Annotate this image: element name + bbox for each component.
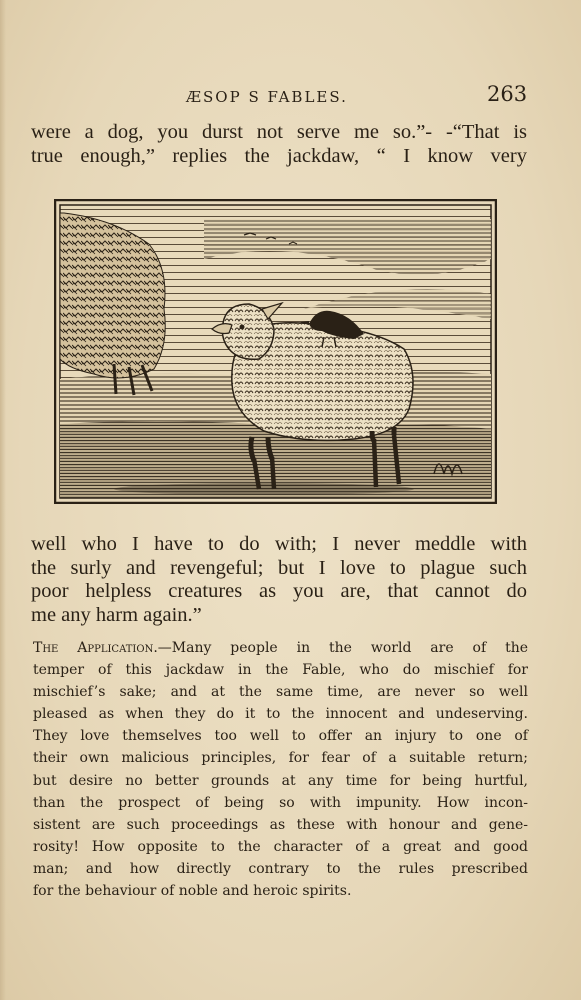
application-line: for the behaviour of noble and heroic spirits.	[33, 883, 352, 900]
application-first-line-text: —Many people in the world are of the	[157, 640, 528, 656]
application-line: but desire no better grounds at any time for being hurtful,	[33, 772, 528, 789]
application-line: They love themselves too well to offer an injury to one of	[33, 728, 528, 745]
text-line: well who I have to do with; I never meddle with	[31, 533, 527, 555]
text-line: were a dog, you durst not serve me so.”- -“That is	[31, 121, 527, 143]
fable-text-top	[31, 121, 527, 168]
application-first-line	[33, 637, 528, 659]
sheep-eye-icon	[240, 325, 245, 330]
application-label: The Application.	[33, 640, 158, 656]
application-line: mischief’s sake; and at the same time, are never so well	[33, 684, 528, 701]
application-line: than the prospect of being so with impunity. How incon-	[33, 794, 528, 811]
sheep-and-jackdaw-illustration	[54, 199, 497, 504]
fable-text-bottom	[31, 533, 527, 627]
application-line: sistent are such proceedings as these with honour and gene-	[33, 816, 528, 833]
application-line: their own malicious principles, for fear of a suitable return;	[33, 750, 528, 767]
application-line: man; and how directly contrary to the rules prescribed	[33, 860, 528, 877]
text-line: true enough,” replies the jackdaw, “ I know very	[31, 144, 527, 167]
fable-application	[33, 637, 528, 902]
page-number: 263	[487, 82, 528, 106]
text-line: poor helpless creatures as you are, that cannot do	[31, 580, 527, 602]
application-line: rosity! How opposite to the character of a great and good	[33, 838, 528, 855]
page-edge-shadow	[0, 0, 6, 1000]
text-line: me any harm again.”	[31, 603, 202, 626]
application-line: temper of this jackdaw in the Fable, who do mischief for	[33, 662, 528, 679]
application-line: pleased as when they do it to the innocent and undeserving.	[33, 706, 528, 723]
running-head: ÆSOP S FABLES.	[186, 88, 348, 106]
text-line: the surly and revengeful; but I love to plague such	[31, 556, 527, 579]
